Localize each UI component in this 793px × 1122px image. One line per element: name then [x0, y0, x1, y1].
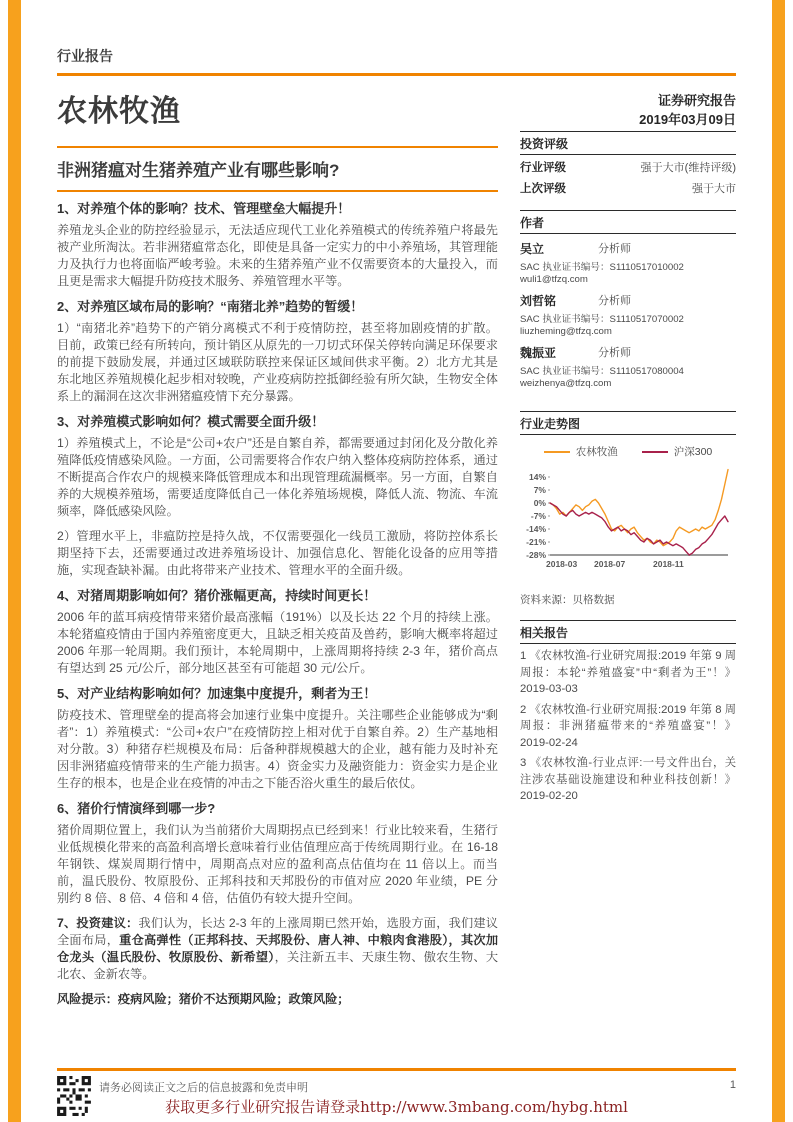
author-email[interactable]: liuzheming@tfzq.com	[520, 326, 612, 337]
author-email[interactable]: wuli1@tfzq.com	[520, 274, 588, 285]
rating-value: 强于大市	[692, 183, 736, 195]
author-name: 吴立	[520, 242, 545, 256]
author-role: 分析师	[598, 347, 631, 359]
report-date: 2019年03月09日	[639, 112, 736, 127]
author-name: 刘哲铭	[520, 294, 557, 308]
related-report-list	[520, 648, 736, 805]
subtitle-block	[57, 146, 498, 192]
trend-chart-svg	[520, 459, 736, 581]
right-border-bar	[772, 0, 785, 1122]
svg-text:-21%: -21%	[526, 537, 546, 547]
section-heading: 4、对猪周期影响如何？猪价涨幅更高，持续时间更长！	[57, 588, 377, 603]
related-reports-header: 相关报告	[520, 621, 736, 644]
series-农林牧渔	[550, 470, 728, 546]
report-type-label: 证券研究报告	[657, 93, 736, 108]
svg-text:-7%: -7%	[530, 511, 546, 521]
chart-legend	[520, 444, 736, 459]
rating-row	[520, 176, 736, 197]
report-subtitle: 非洲猪瘟对生猪养殖产业有哪些影响?	[57, 161, 340, 180]
rating-value: 强于大市(维持评级)	[640, 162, 736, 174]
footer-disclaimer: 请务必阅读正文之后的信息披露和免责申明	[99, 1082, 308, 1094]
section-heading: 5、对产业结构影响如何？加速集中度提升，剩者为王！	[57, 686, 377, 701]
header-divider	[57, 73, 736, 76]
author-cert: SAC 执业证书编号：S1110517010002	[520, 262, 684, 273]
section-paragraph: 7、投资建议：我们认为，长达 2-3 年的上涨周期已然开始，选股方面，我们建议全面布局，重仓高弹性（正邦科技、天邦股份、唐人神、中粮肉食港股），其次加仓龙头（温氏股份、牧原股份、新希望），关注新五丰、天康生物、傲农生物、大北农、金新农等。	[57, 916, 499, 981]
page-title: 农林牧渔	[57, 95, 181, 128]
svg-text:-28%: -28%	[526, 550, 546, 560]
section-paragraph: 2006 年的蓝耳病疫情带来猪价最高涨幅（191%）以及长达 22 个月的持续上涨。本轮猪瘟疫情由于国内养殖密度更大，且缺乏相关疫苗及兽药，影响大概率将超过 2006 年那一轮周期。我们预计，本轮周期中，上涨周期将持续 2-3 年，猪价高点有望达到 25 元/公斤，部分地区甚至有可能超 30 元/公斤。	[57, 610, 498, 675]
section-heading: 3、对养殖模式影响如何？模式需要全面升级！	[57, 414, 325, 429]
svg-text:2018-03: 2018-03	[546, 559, 578, 569]
svg-text:2018-11: 2018-11	[653, 559, 684, 569]
section-paragraph: 养殖龙头企业的防控经验显示，无法适应现代工业化养殖模式的传统养殖户将最先被产业所淘汰。若非洲猪瘟常态化，即使是具备一定实力的中小养殖场，其管理能力及执行力也将面临严峻考验。未来的生猪养殖产业不仅需要资本的大量投入，而且更是需求大幅提升防疫技术服务、养殖管理水平等。	[57, 223, 498, 288]
legend-swatch	[642, 451, 668, 453]
author-list	[520, 240, 736, 389]
rating-label: 行业评级	[520, 162, 566, 174]
author-name-row	[520, 240, 736, 257]
report-kicker: 行业报告	[57, 48, 113, 64]
author-name-row	[520, 344, 736, 361]
section-paragraph: 1）“南猪北养”趋势下的产销分离模式不利于疫情防控，甚至将加剧疫情的扩散。目前，政策已经有所转向，预计销区从原先的一刀切式环保关停转向满足环保要求的前提下鼓励发展，并通过区域联防联控来保证区域间供求平衡。2）北方尤其是东北地区养殖规模化起步相对较晚，产业疫病防控抵御经验有所欠缺，生物安全体系上的漏洞在这次非洲猪瘟疫情下充分暴露。	[57, 321, 498, 403]
legend-label: 农林牧渔	[575, 446, 618, 458]
svg-text:0%: 0%	[533, 498, 546, 508]
legend-swatch	[544, 451, 570, 453]
svg-text:2018-07: 2018-07	[594, 559, 626, 569]
section-heading: 2、对养殖区域布局的影响？“南猪北养”趋势的暂缓！	[57, 299, 364, 314]
watermark-link[interactable]: 获取更多行业研究报告请登录http://www.3mbang.com/hybg.html	[165, 1098, 628, 1116]
svg-text:-14%: -14%	[526, 524, 546, 534]
legend-label: 沪深300	[673, 446, 713, 458]
trend-chart-header: 行业走势图	[520, 412, 736, 435]
report-sidebar	[520, 131, 736, 807]
author-name: 魏振亚	[520, 346, 557, 360]
related-reports-block	[520, 620, 736, 805]
author-cert: SAC 执业证书编号：S1110517070002	[520, 314, 684, 325]
author-role: 分析师	[598, 295, 631, 307]
related-report-item: 2 《农林牧渔-行业研究周报:2019 年第 8 周周报：非洲猪瘟带来的“养殖盛宴”！》 2019-02-24	[520, 703, 736, 749]
section-paragraph: 猪价周期位置上，我们认为当前猪价大周期拐点已经到来！行业比较来看，生猪行业低规模化带来的高盈利高增长意味着行业估值理应高于传统周期行业。在 16-18 年钢铁、煤炭周期行情中，周期高点对应的盈利高点估值均在 11 倍以上。而当前，温氏股份、牧原股份、正邦科技和天邦股份的市值对应 2020 年业绩，PE 分别约 8 倍、8 倍、4 倍和 4 倍，估值仍有较大提升空间。	[57, 823, 498, 905]
trend-chart-block	[520, 411, 736, 607]
section-heading: 6、猪价行情演绎到哪一步?	[57, 801, 216, 816]
author-cert: SAC 执业证书编号：S1110517080004	[520, 366, 684, 377]
section-paragraph: 防疫技术、管理壁垒的提高将会加速行业集中度提升。关注哪些企业能够成为“剩者”：1）养殖模式：“公司+农户”在疫情防控上相对优于自繁自养。2）生产基地相对分散。3）种猪存栏规模及布局：后备种群规模越大的企业，越有能力及时补充因非洲猪瘟疫情带来的生产能力损害。4）资金实力及融资能力：资金实力是企业生存的根本，也是企业在疫情的冲击之下能否浴火重生的最后依仗。	[57, 708, 498, 790]
author-item	[520, 240, 736, 285]
svg-text:14%: 14%	[528, 472, 546, 482]
related-report-item: 3 《农林牧渔-行业点评:一号文件出台，关注涉农基础设施建设和种业科技创新！》 2019-02-20	[520, 757, 736, 802]
author-email[interactable]: weizhenya@tfzq.com	[520, 378, 612, 389]
rating-row	[520, 155, 736, 176]
legend-item	[642, 444, 713, 459]
rating-label: 上次评级	[520, 183, 566, 195]
section-paragraph: 风险提示：疫病风险；猪价不达预期风险；政策风险；	[57, 992, 350, 1006]
section-heading: 1、对养殖个体的影响？技术、管理壁垒大幅提升！	[57, 201, 351, 216]
footer-divider	[57, 1068, 736, 1071]
rating-block	[520, 131, 736, 197]
section-paragraph: 2）管理水平上，非瘟防控是持久战，不仅需要强化一线员工激励，将防控体系长期坚持下去，还需要通过改进养殖场设计、加强信息化、智能化设备的应用等措施，实现查缺补漏。由此将带来产业技术、管理水平的全面升级。	[57, 529, 498, 577]
svg-text:7%: 7%	[533, 485, 546, 495]
page-number: 1	[729, 1079, 736, 1091]
author-role: 分析师	[598, 243, 631, 255]
rating-header: 投资评级	[520, 132, 736, 155]
left-border-bar	[8, 0, 21, 1122]
author-item	[520, 344, 736, 389]
author-name-row	[520, 292, 736, 309]
authors-header: 作者	[520, 211, 736, 234]
authors-block	[520, 210, 736, 389]
related-report-item: 1 《农林牧渔-行业研究周报:2019 年第 9 周周报：本轮“养殖盛宴”中“剩者为王”！》 2019-03-03	[520, 650, 736, 695]
report-sections	[57, 192, 498, 1016]
legend-item	[544, 444, 618, 459]
chart-source: 资料来源：贝格数据	[520, 594, 615, 606]
author-item	[520, 292, 736, 337]
rating-rows	[520, 155, 736, 197]
section-paragraph: 1）养殖模式上，不论是“公司+农户”还是自繁自养，都需要通过封闭化及分散化养殖降低疫情感染风险。一方面，公司需要将合作农户纳入整体疫病防控体系，通过不断提高合作农户的规模来降低管理成本和出现管理疏漏概率。另一方面，自繁自养的大规模养殖场，需要适度降低自己一体化养殖场规模，降低人流、物流、车流频率，降低感染风险。	[57, 436, 498, 518]
